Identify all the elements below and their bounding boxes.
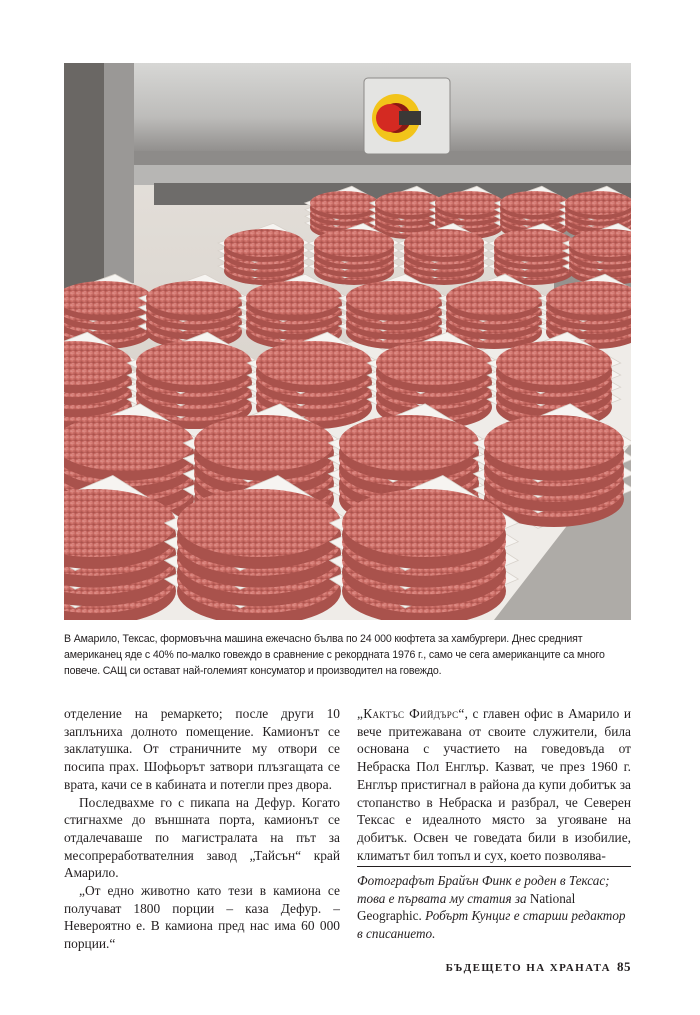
- paragraph: [357, 705, 631, 864]
- page-footer: [446, 959, 631, 975]
- section-title: БЪДЕЩЕТО НА ХРАНАТА: [445, 962, 611, 974]
- credit-writer: Робърт Кунциг е старши редактор в списанието.: [357, 908, 626, 941]
- credits-divider: [357, 866, 631, 867]
- emergency-stop-button: [364, 78, 450, 154]
- author-credits: [357, 872, 631, 942]
- page-number: 85: [617, 959, 631, 974]
- company-name: „Кактъс Фийдърс“: [357, 706, 465, 721]
- paragraph: „От едно животно като тези в камиона се получават 1800 порции – каза Дефур. – Невероятно е. В камиона пред нас има 60 000 порции.“: [64, 883, 340, 952]
- article-column-right: [357, 705, 631, 864]
- credit-photographer: Фотографът Брайън Финк е роден в Тексас; това е първата му статия за: [357, 873, 610, 906]
- paragraph-text: , с главен офис в Амарило и вече притежавана от своите служители, била основана с участието на говедовъда от Небраска Пол Енглър. Казват, че през 1960 г. Енглър пристигнал в района да купи добитък за стопанство в Небраска и разбрал, че Северен Тексас е идеалното място за угояване на добитък. Освен че говедата били в изобилие, климатът бил топъл и сух, което позволява-: [357, 706, 631, 863]
- credit-magazine: National Geographic.: [357, 890, 576, 923]
- photo-caption: В Амарило, Тексас, формовъчна машина ежечасно бълва по 24 000 кюфтета за хамбургери. Днес средният американец яде с 40% по-малко говеждо в сравнение с рекордната 1976 г., само че сега американците са много повече. САЩ си остават най-големият консуматор и производител на говеждо.: [64, 633, 605, 678]
- patty-machine-photo: [64, 63, 631, 620]
- article-photo: [64, 63, 631, 620]
- paragraph: отделение на ремаркето; после други 10 заплъниха долното помещение. Камионът се заклатушка. От страничните му отвори се посипа прах. Шофьорът затвори плъзгащата се врата, качи се в кабината и потегли през двора.: [64, 706, 340, 792]
- article-column-left: [64, 705, 340, 953]
- paragraph: Последвахме го с пикапа на Дефур. Когато стигнахме до външната порта, камионът се отдалечаваше по магистралата на път за месопреработвателния завод „Тайсън“ край Амарило.: [64, 794, 340, 881]
